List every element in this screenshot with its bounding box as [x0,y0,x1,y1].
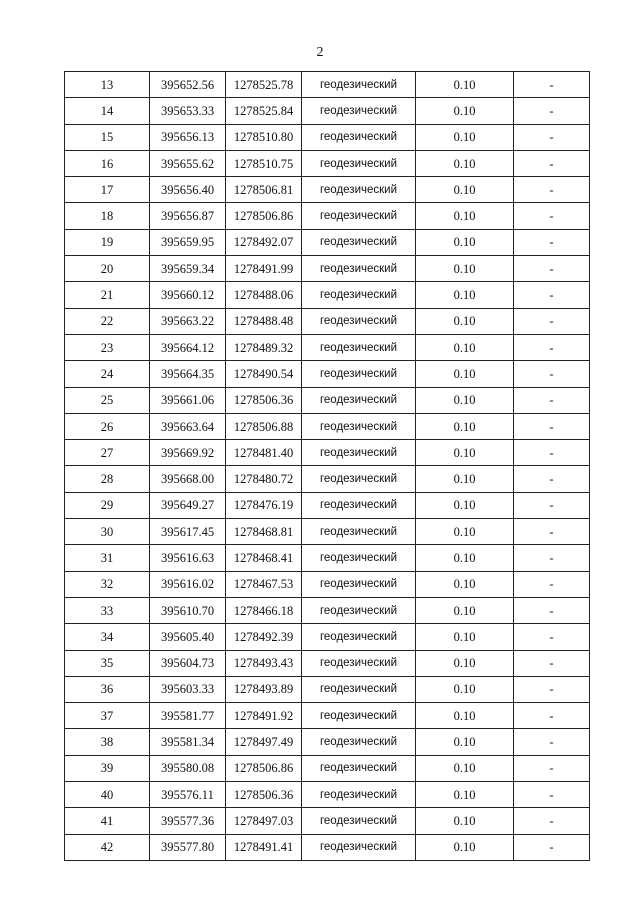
point-number-cell: 14 [65,98,150,124]
note-cell: - [514,650,590,676]
table-row [65,203,590,229]
y-coordinate-cell: 1278493.89 [226,676,302,702]
precision-cell: 0.10 [416,755,514,781]
precision-cell: 0.10 [416,177,514,203]
x-coordinate-cell: 395664.35 [150,361,226,387]
y-coordinate-cell: 1278497.03 [226,808,302,834]
table-row [65,729,590,755]
precision-cell: 0.10 [416,782,514,808]
point-number-cell: 32 [65,571,150,597]
method-cell: геодезический [302,624,416,650]
point-number-cell: 41 [65,808,150,834]
point-number-cell: 30 [65,519,150,545]
precision-cell: 0.10 [416,808,514,834]
table-row [65,229,590,255]
method-cell: геодезический [302,571,416,597]
precision-cell: 0.10 [416,361,514,387]
precision-cell: 0.10 [416,650,514,676]
method-cell: геодезический [302,782,416,808]
y-coordinate-cell: 1278468.81 [226,519,302,545]
method-cell: геодезический [302,519,416,545]
point-number-cell: 34 [65,624,150,650]
x-coordinate-cell: 395663.22 [150,308,226,334]
point-number-cell: 22 [65,308,150,334]
point-number-cell: 38 [65,729,150,755]
point-number-cell: 42 [65,834,150,860]
point-number-cell: 16 [65,150,150,176]
y-coordinate-cell: 1278510.75 [226,150,302,176]
method-cell: геодезический [302,387,416,413]
method-cell: геодезический [302,650,416,676]
y-coordinate-cell: 1278506.88 [226,413,302,439]
point-number-cell: 19 [65,229,150,255]
x-coordinate-cell: 395656.87 [150,203,226,229]
x-coordinate-cell: 395659.34 [150,256,226,282]
x-coordinate-cell: 395581.77 [150,703,226,729]
table-row [65,256,590,282]
precision-cell: 0.10 [416,282,514,308]
y-coordinate-cell: 1278476.19 [226,492,302,518]
precision-cell: 0.10 [416,413,514,439]
y-coordinate-cell: 1278506.81 [226,177,302,203]
x-coordinate-cell: 395580.08 [150,755,226,781]
precision-cell: 0.10 [416,492,514,518]
method-cell: геодезический [302,282,416,308]
point-number-cell: 28 [65,466,150,492]
method-cell: геодезический [302,177,416,203]
table-row [65,492,590,518]
x-coordinate-cell: 395656.13 [150,124,226,150]
y-coordinate-cell: 1278488.06 [226,282,302,308]
note-cell: - [514,545,590,571]
method-cell: геодезический [302,755,416,781]
table-row [65,387,590,413]
table-row [65,597,590,623]
table-row [65,440,590,466]
x-coordinate-cell: 395577.36 [150,808,226,834]
x-coordinate-cell: 395668.00 [150,466,226,492]
table-row [65,98,590,124]
y-coordinate-cell: 1278506.36 [226,782,302,808]
table-row [65,334,590,360]
point-number-cell: 15 [65,124,150,150]
y-coordinate-cell: 1278506.86 [226,203,302,229]
x-coordinate-cell: 395652.56 [150,72,226,98]
table-row [65,808,590,834]
point-number-cell: 18 [65,203,150,229]
method-cell: геодезический [302,150,416,176]
method-cell: геодезический [302,676,416,702]
x-coordinate-cell: 395604.73 [150,650,226,676]
note-cell: - [514,203,590,229]
point-number-cell: 23 [65,334,150,360]
x-coordinate-cell: 395660.12 [150,282,226,308]
x-coordinate-cell: 395577.80 [150,834,226,860]
table-row [65,676,590,702]
table-row [65,282,590,308]
table-row [65,545,590,571]
note-cell: - [514,729,590,755]
y-coordinate-cell: 1278467.53 [226,571,302,597]
precision-cell: 0.10 [416,124,514,150]
point-number-cell: 13 [65,72,150,98]
point-number-cell: 39 [65,755,150,781]
y-coordinate-cell: 1278492.39 [226,624,302,650]
y-coordinate-cell: 1278506.86 [226,755,302,781]
x-coordinate-cell: 395661.06 [150,387,226,413]
point-number-cell: 25 [65,387,150,413]
note-cell: - [514,492,590,518]
note-cell: - [514,440,590,466]
x-coordinate-cell: 395605.40 [150,624,226,650]
table-row [65,519,590,545]
point-number-cell: 31 [65,545,150,571]
y-coordinate-cell: 1278488.48 [226,308,302,334]
precision-cell: 0.10 [416,334,514,360]
method-cell: геодезический [302,834,416,860]
method-cell: геодезический [302,203,416,229]
table-row [65,571,590,597]
point-number-cell: 33 [65,597,150,623]
y-coordinate-cell: 1278493.43 [226,650,302,676]
y-coordinate-cell: 1278491.41 [226,834,302,860]
table-row [65,466,590,492]
method-cell: геодезический [302,361,416,387]
x-coordinate-cell: 395655.62 [150,150,226,176]
note-cell: - [514,597,590,623]
y-coordinate-cell: 1278506.36 [226,387,302,413]
precision-cell: 0.10 [416,72,514,98]
precision-cell: 0.10 [416,571,514,597]
note-cell: - [514,571,590,597]
y-coordinate-cell: 1278490.54 [226,361,302,387]
table-row [65,782,590,808]
x-coordinate-cell: 395581.34 [150,729,226,755]
precision-cell: 0.10 [416,466,514,492]
table-row [65,755,590,781]
table-row [65,703,590,729]
y-coordinate-cell: 1278497.49 [226,729,302,755]
method-cell: геодезический [302,72,416,98]
precision-cell: 0.10 [416,834,514,860]
method-cell: геодезический [302,308,416,334]
precision-cell: 0.10 [416,729,514,755]
method-cell: геодезический [302,597,416,623]
method-cell: геодезический [302,729,416,755]
y-coordinate-cell: 1278492.07 [226,229,302,255]
y-coordinate-cell: 1278491.99 [226,256,302,282]
note-cell: - [514,624,590,650]
x-coordinate-cell: 395663.64 [150,413,226,439]
y-coordinate-cell: 1278510.80 [226,124,302,150]
table-row [65,124,590,150]
note-cell: - [514,782,590,808]
precision-cell: 0.10 [416,387,514,413]
point-number-cell: 27 [65,440,150,466]
x-coordinate-cell: 395616.63 [150,545,226,571]
y-coordinate-cell: 1278480.72 [226,466,302,492]
point-number-cell: 40 [65,782,150,808]
note-cell: - [514,72,590,98]
y-coordinate-cell: 1278489.32 [226,334,302,360]
method-cell: геодезический [302,466,416,492]
page-number: 2 [316,45,324,60]
table-row [65,72,590,98]
precision-cell: 0.10 [416,150,514,176]
x-coordinate-cell: 395603.33 [150,676,226,702]
method-cell: геодезический [302,256,416,282]
method-cell: геодезический [302,413,416,439]
note-cell: - [514,676,590,702]
table-row [65,624,590,650]
precision-cell: 0.10 [416,519,514,545]
precision-cell: 0.10 [416,203,514,229]
method-cell: геодезический [302,703,416,729]
table-row [65,308,590,334]
point-number-cell: 24 [65,361,150,387]
method-cell: геодезический [302,124,416,150]
method-cell: геодезический [302,98,416,124]
y-coordinate-cell: 1278525.78 [226,72,302,98]
x-coordinate-cell: 395659.95 [150,229,226,255]
note-cell: - [514,466,590,492]
note-cell: - [514,387,590,413]
x-coordinate-cell: 395669.92 [150,440,226,466]
x-coordinate-cell: 395617.45 [150,519,226,545]
precision-cell: 0.10 [416,624,514,650]
note-cell: - [514,413,590,439]
coordinates-table-body [65,72,590,861]
y-coordinate-cell: 1278468.41 [226,545,302,571]
table-row [65,150,590,176]
precision-cell: 0.10 [416,440,514,466]
method-cell: геодезический [302,545,416,571]
note-cell: - [514,150,590,176]
precision-cell: 0.10 [416,98,514,124]
precision-cell: 0.10 [416,545,514,571]
point-number-cell: 35 [65,650,150,676]
table-row [65,413,590,439]
x-coordinate-cell: 395616.02 [150,571,226,597]
note-cell: - [514,124,590,150]
coordinates-table [64,71,590,861]
table-row [65,834,590,860]
x-coordinate-cell: 395610.70 [150,597,226,623]
method-cell: геодезический [302,808,416,834]
precision-cell: 0.10 [416,703,514,729]
point-number-cell: 17 [65,177,150,203]
precision-cell: 0.10 [416,229,514,255]
point-number-cell: 36 [65,676,150,702]
note-cell: - [514,282,590,308]
x-coordinate-cell: 395576.11 [150,782,226,808]
point-number-cell: 37 [65,703,150,729]
precision-cell: 0.10 [416,676,514,702]
precision-cell: 0.10 [416,308,514,334]
note-cell: - [514,834,590,860]
x-coordinate-cell: 395653.33 [150,98,226,124]
note-cell: - [514,334,590,360]
note-cell: - [514,308,590,334]
point-number-cell: 29 [65,492,150,518]
note-cell: - [514,808,590,834]
precision-cell: 0.10 [416,597,514,623]
point-number-cell: 26 [65,413,150,439]
y-coordinate-cell: 1278491.92 [226,703,302,729]
method-cell: геодезический [302,492,416,518]
table-row [65,650,590,676]
method-cell: геодезический [302,334,416,360]
note-cell: - [514,703,590,729]
note-cell: - [514,98,590,124]
note-cell: - [514,177,590,203]
table-row [65,361,590,387]
table-row [65,177,590,203]
x-coordinate-cell: 395649.27 [150,492,226,518]
note-cell: - [514,256,590,282]
note-cell: - [514,361,590,387]
point-number-cell: 21 [65,282,150,308]
precision-cell: 0.10 [416,256,514,282]
note-cell: - [514,519,590,545]
x-coordinate-cell: 395656.40 [150,177,226,203]
y-coordinate-cell: 1278481.40 [226,440,302,466]
y-coordinate-cell: 1278466.18 [226,597,302,623]
method-cell: геодезический [302,229,416,255]
note-cell: - [514,755,590,781]
method-cell: геодезический [302,440,416,466]
point-number-cell: 20 [65,256,150,282]
y-coordinate-cell: 1278525.84 [226,98,302,124]
note-cell: - [514,229,590,255]
x-coordinate-cell: 395664.12 [150,334,226,360]
